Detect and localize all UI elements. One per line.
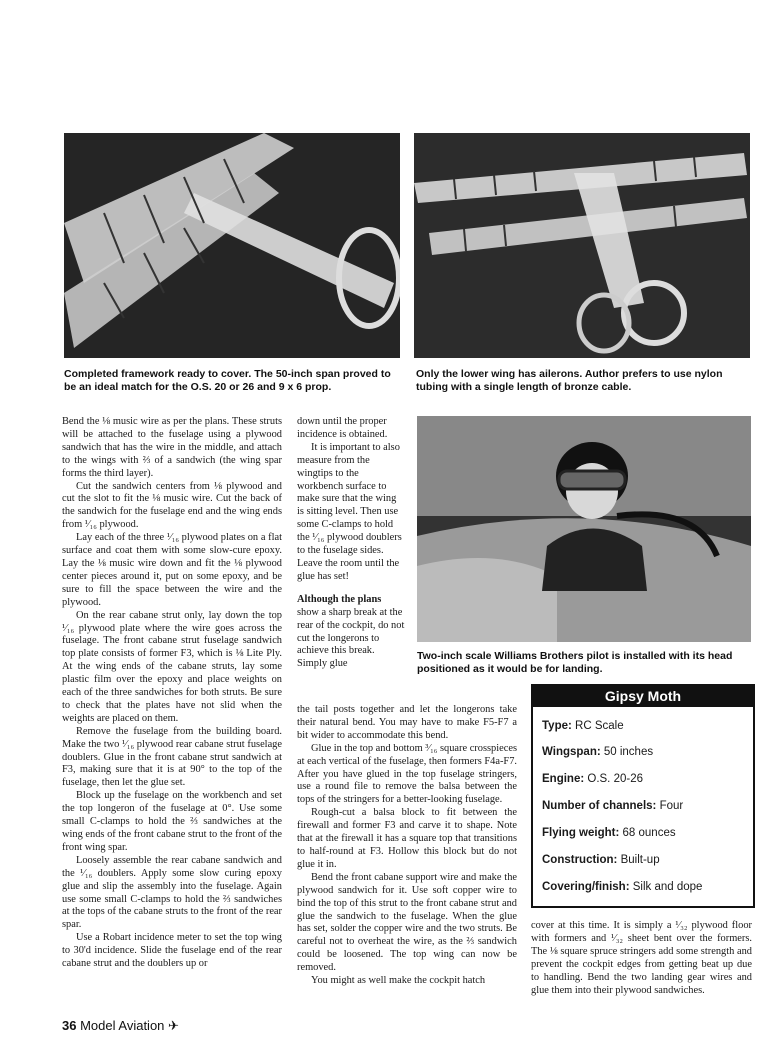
spec-label: Type: bbox=[542, 720, 572, 732]
text-column-3 bbox=[531, 920, 752, 997]
paragraph: Use a Robart incidence meter to set the top wing to 30'd incidence. Slide the fuselage end of the rear cabane strut and the doublers up or bbox=[62, 932, 282, 970]
paragraph: down until the proper incidence is obtained. bbox=[297, 416, 388, 440]
text-column-2-top bbox=[297, 416, 405, 671]
page-footer bbox=[62, 1018, 179, 1034]
spec-label: Wingspan: bbox=[542, 746, 601, 758]
paragraph: the tail posts together and let the longerons take their natural bend. You may have to make F5-F7 a bit wider to accommodate this bend. bbox=[297, 704, 517, 741]
spec-label: Covering/finish: bbox=[542, 881, 630, 893]
paragraph: Rough-cut a balsa block to fit between the firewall and former F3 and carve it to shape. Note that at the firewall it has a square top that transitions to half-round at F3. Hollow this block but do not glue it in. bbox=[297, 807, 517, 870]
spec-row bbox=[542, 853, 660, 867]
spec-value: Silk and dope bbox=[632, 881, 703, 893]
paragraph: Lay each of the three ¹⁄₁₆ plywood plates on a flat surface and coat them with some slow-cure epoxy. Lay the ⅛ music wire down and fit the ⅛ plywood center pieces around it, put on some epoxy, and be sure to fill the space between the wire and the plywood. bbox=[62, 532, 282, 608]
paragraph: Remove the fuselage from the building board. Make the two ¹⁄₁₆ plywood rear cabane strut fuselage doublers. Glue in the front cabane strut sandwich at F3, making sure that it is at 90° to the top of the fuselage, then let the glue set. bbox=[62, 725, 282, 789]
spec-value: O.S. 20-26 bbox=[587, 773, 643, 785]
spec-label: Engine: bbox=[542, 773, 585, 785]
spec-label: Construction: bbox=[542, 854, 618, 866]
paragraph: You might as well make the cockpit hatch bbox=[311, 975, 486, 987]
specs-box bbox=[531, 684, 755, 908]
paragraph: Loosely assemble the rear cabane sandwich and the ¹⁄₁₆ doublers. Apply some slow curing epoxy glue and slip the assembly into the fuselage. Again use some small C-clamps to hold the ⅔ sandwiches at the tops of the cabane struts to the front of the rear spar. bbox=[62, 854, 282, 931]
spec-value: 50 inches bbox=[603, 746, 654, 758]
lead-in: Although the plans bbox=[297, 593, 382, 605]
caption-photo3: Two-inch scale Williams Brothers pilot is installed with its head positioned as it would be for landing. bbox=[417, 650, 733, 675]
paragraph: Bend the front cabane support wire and make the plywood sandwich for it. Use soft copper wire to bind the top of this strut to the front cabane strut and glue the sandwich to the fuselage. When the glue has set, solder the copper wire and the two struts. Be careful not to overheat the wire, as the ⅔ sandwich could be loosened. The top wing can now be removed. bbox=[297, 871, 517, 974]
spec-row bbox=[542, 799, 683, 813]
specs-title: Gipsy Moth bbox=[533, 686, 753, 707]
subhead-paragraph bbox=[297, 594, 405, 671]
paragraph: Cut the sandwich centers from ⅛ plywood and cut the slot to fit the ⅛ music wire. Cut the back of the sandwich for the fuselage end and the wing ends from ¹⁄₁₆ plywood. bbox=[62, 480, 282, 531]
spec-row bbox=[542, 880, 702, 894]
spec-row bbox=[542, 745, 653, 759]
spec-value: Built-up bbox=[620, 854, 660, 866]
paragraph: Glue in the top and bottom ³⁄₁₆ square crosspieces at each vertical of the fuselage, then formers F4a-F7. After you have glued in the top fuselage stringers, use a round file to remove the balsa between the tops of the stringers for a better-looking fuselage. bbox=[297, 742, 518, 806]
photo-ailerons bbox=[414, 133, 750, 358]
spec-label: Number of channels: bbox=[542, 800, 657, 812]
paragraph: cover at this time. It is simply a ¹⁄₃₂ plywood floor with formers and ¹⁄₃₂ sheet bent over the formers. The ⅛ square spruce stringers add some strength and prevent the cockpit edges from getting beat up due to handling. Bend the two landing gear wires and glue them into their plywood sandwiches. bbox=[531, 920, 752, 996]
lead-rest: show a sharp break at the rear of the cockpit, do not cut the longerons to achieve this break. Simply glue bbox=[297, 606, 405, 670]
spec-row bbox=[542, 772, 643, 786]
spec-value: Four bbox=[659, 800, 684, 812]
paragraph: Bend the ⅛ music wire as per the plans. These struts will be attached to the fuselage using a plywood sandwich that has the wire in the middle, and attach to the wings with ⅔ of a sandwich (the wing spar forms the third layer). bbox=[62, 416, 282, 479]
photo-pilot bbox=[417, 416, 751, 642]
paragraph: It is important to also measure from the wingtips to the workbench surface to make sure that the wing is sitting level. Then use some C-clamps to hold the ¹⁄₁₆ plywood doublers to the fuselage sides. Leave the room until the glue has set! bbox=[297, 441, 402, 582]
magazine-name: Model Aviation ✈ bbox=[80, 1018, 179, 1033]
caption-photo2: Only the lower wing has ailerons. Author prefers to use nylon tubing with a single length of bronze cable. bbox=[416, 368, 723, 393]
spec-value: 68 ounces bbox=[622, 827, 676, 839]
spec-row bbox=[542, 719, 624, 733]
spec-label: Flying weight: bbox=[542, 827, 620, 839]
text-column-1 bbox=[62, 416, 282, 971]
paragraph: Block up the fuselage on the workbench and set the top longeron of the fuselage at 0°. Use some small C-clamps to hold the ⅔ sandwiches at the wing ends of the front cabane strut to the front of the front wing spar. bbox=[62, 790, 282, 853]
photo-framework bbox=[64, 133, 400, 358]
paragraph: On the rear cabane strut only, lay down the top ¹⁄₁₆ plywood plate where the wire goes across the fuselage. The front cabane strut fuselage sandwich top plate consists of former F3, which is ⅛ Lite Ply. At the wing ends of the cabane struts, lay some plastic film over the epoxy and place weights on each of the three sandwiches for both struts. Be sure to check that the plates have not slid when the weights are placed on them. bbox=[62, 609, 282, 724]
text-column-2-bottom bbox=[297, 704, 517, 988]
page-number: 36 bbox=[62, 1018, 77, 1033]
spec-value: RC Scale bbox=[575, 720, 624, 732]
caption-photo1: Completed framework ready to cover. The 50-inch span proved to be an ideal match for the O.S. 20 or 26 and 9 x 6 prop. bbox=[64, 368, 391, 393]
spec-row bbox=[542, 826, 676, 840]
